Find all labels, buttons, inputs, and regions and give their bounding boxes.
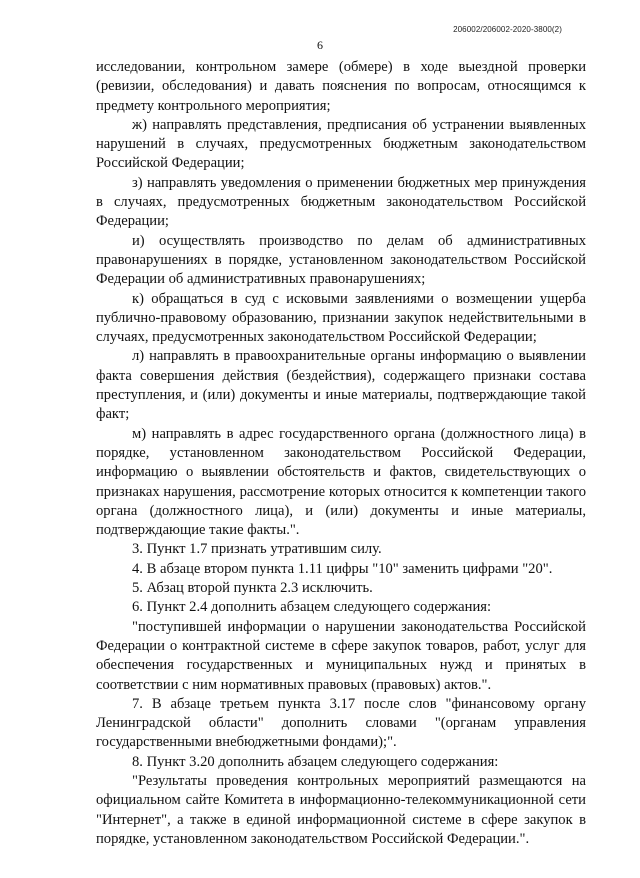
- paragraph-point-6-quote: "поступившей информации о нарушении законодательства Российской Федерации о контрактной системе в сфере закупок товаров, работ, услуг для обеспечения государственных и муниципальных нужд и принятых в соответствии с ним нормативных правовых (правовых) актов.".: [96, 618, 586, 693]
- page-number: 6: [317, 38, 323, 52]
- paragraph-item-zh: ж) направлять представления, предписания об устранении выявленных нарушений в случаях, предусмотренных бюджетным законодательством Российской Федерации;: [96, 116, 586, 172]
- document-id: 206002/206002-2020-3800(2): [453, 25, 562, 34]
- paragraph-item-k: к) обращаться в суд с исковыми заявлениями о возмещении ущерба публично-правовому образованию, признании закупок недействительными в случаях, предусмотренных законодательством Российской Федерации;: [96, 290, 586, 346]
- paragraph-continuation: исследовании, контрольном замере (обмере) в ходе выездной проверки (ревизии, обследования) и давать пояснения по вопросам, относящимся к предмету контрольного мероприятия;: [96, 59, 586, 114]
- paragraph-item-m: м) направлять в адрес государственного органа (должностного лица) в порядке, установленном законодательством Российской Федерации, информацию о выявлении обстоятельств и фактов, свидетельствующих о признаках нарушения, рассмотрение которых относится к компетенции такого органа (должностного лица), и (или) документы и иные материалы, подтверждающие такие факты.".: [96, 425, 586, 539]
- document-body: [96, 58, 586, 849]
- paragraph-point-8-quote: "Результаты проведения контрольных мероприятий размещаются на официальном сайте Комитета в информационно-телекоммуникационной сети "Интернет", а также в единой информационной системе в сфере закупок в порядке, установленном законодательством Российской Федерации.".: [96, 772, 586, 847]
- paragraph-item-l: л) направлять в правоохранительные органы информацию о выявлении факта совершения действия (бездействия), содержащего признаки состава преступления, и (или) документы и иные материалы, подтверждающие такой факт;: [96, 348, 586, 423]
- paragraph-point-8: 8. Пункт 3.20 дополнить абзацем следующего содержания:: [132, 753, 499, 770]
- paragraph-point-6: 6. Пункт 2.4 дополнить абзацем следующего содержания:: [132, 599, 492, 616]
- paragraph-point-5: 5. Абзац второй пункта 2.3 исключить.: [132, 580, 373, 597]
- paragraph-item-i: и) осуществлять производство по делам об административных правонарушениях в порядке, установленном законодательством Российской Федерации об административных правонарушениях;: [96, 232, 586, 288]
- paragraph-point-3: 3. Пункт 1.7 признать утратившим силу.: [132, 541, 382, 558]
- paragraph-point-4: 4. В абзаце втором пункта 1.11 цифры "10" заменить цифрами "20".: [132, 560, 553, 577]
- paragraph-item-z: з) направлять уведомления о применении бюджетных мер принуждения в случаях, предусмотренных бюджетным законодательством Российской Федерации;: [96, 174, 586, 230]
- paragraph-point-7: 7. В абзаце третьем пункта 3.17 после слов "финансовому органу Ленинградской области" дополнить словами "(органам управления государственными внебюджетными фондами);".: [96, 695, 586, 751]
